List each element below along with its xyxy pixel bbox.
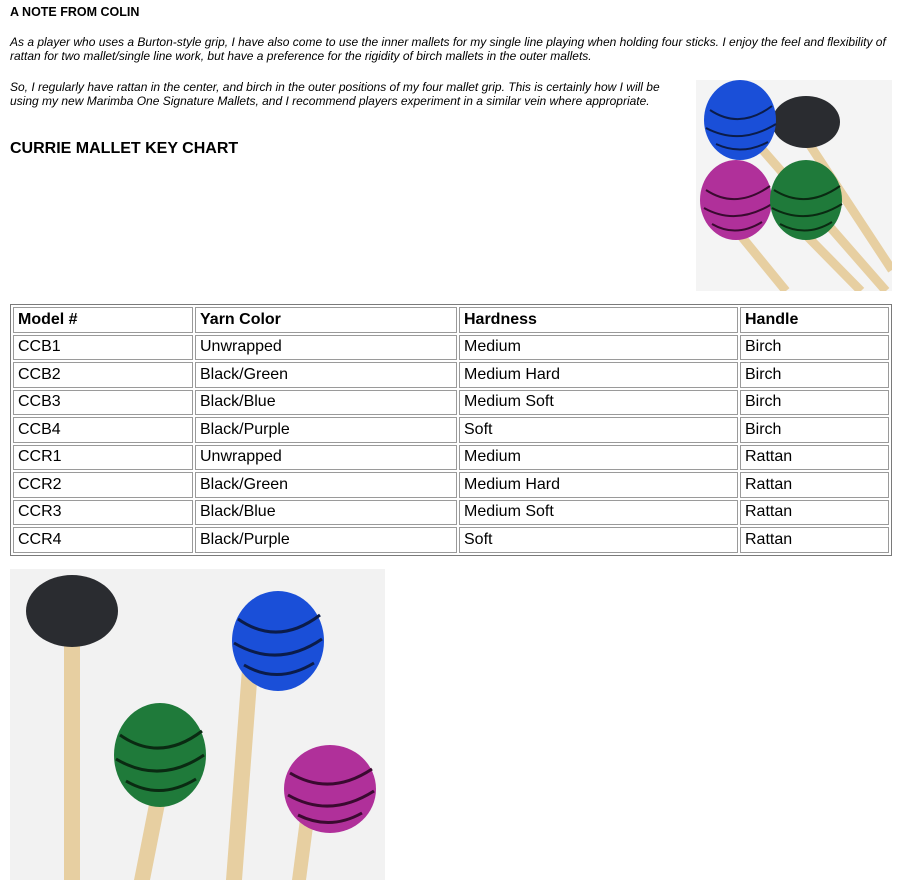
table-row — [13, 390, 889, 416]
table-cell: CCB1 — [13, 335, 193, 361]
table-cell: Black/Purple — [195, 527, 457, 553]
table-cell: Soft — [459, 527, 738, 553]
table-cell: Black/Purple — [195, 417, 457, 443]
table-cell: Rattan — [740, 472, 889, 498]
table-cell: Black/Blue — [195, 500, 457, 526]
note-paragraph-1: As a player who uses a Burton-style grip, I have also come to use the inner mallets for my single line playing when holding four sticks. I enjoy the feel and flexibility of rattan for two mallet/single line work, but have a preference for the rigidity of birch mallets in the outer mallets. — [10, 35, 886, 63]
table-cell: Medium Soft — [459, 500, 738, 526]
table-cell: Birch — [740, 417, 889, 443]
table-row — [13, 362, 889, 388]
table-cell: Medium Hard — [459, 362, 738, 388]
table-cell: Black/Green — [195, 472, 457, 498]
purple-mallet-head — [284, 745, 376, 833]
table-cell: Soft — [459, 417, 738, 443]
chart-title: CURRIE MALLET KEY CHART — [10, 140, 239, 157]
table-cell: CCB4 — [13, 417, 193, 443]
column-header: Yarn Color — [195, 307, 457, 333]
table-cell: Unwrapped — [195, 445, 457, 471]
table-cell: Medium — [459, 335, 738, 361]
handle-black — [64, 629, 80, 880]
black-mallet-head — [772, 96, 840, 148]
mallet-key-table — [10, 304, 892, 556]
table-row — [13, 472, 889, 498]
table-row — [13, 445, 889, 471]
table-row — [13, 500, 889, 526]
table-cell: Unwrapped — [195, 335, 457, 361]
table-header-row — [13, 307, 889, 333]
table-cell: Rattan — [740, 527, 889, 553]
mallets-photo-bottom — [10, 569, 385, 880]
table-row — [13, 417, 889, 443]
table-cell: Medium — [459, 445, 738, 471]
column-header: Model # — [13, 307, 193, 333]
note-heading: A NOTE FROM COLIN — [10, 5, 140, 19]
column-header: Hardness — [459, 307, 738, 333]
table-cell: CCB3 — [13, 390, 193, 416]
table-cell: Birch — [740, 362, 889, 388]
table-row — [13, 335, 889, 361]
table-cell: Black/Green — [195, 362, 457, 388]
table-cell: CCR1 — [13, 445, 193, 471]
table-cell: CCR4 — [13, 527, 193, 553]
note-paragraph-2: So, I regularly have rattan in the center, and birch in the outer positions of my four mallet grip. This is certainly how I will be using my new Marimba One Signature Mallets, and I recommend players experiment in a similar vein where appropriate. — [10, 80, 660, 108]
table-cell: CCR3 — [13, 500, 193, 526]
table-cell: Birch — [740, 335, 889, 361]
table-cell: Black/Blue — [195, 390, 457, 416]
table-cell: Rattan — [740, 500, 889, 526]
handle-blue — [226, 669, 258, 880]
table-cell: Rattan — [740, 445, 889, 471]
mallets-photo-top — [696, 80, 892, 291]
table-cell: Medium Hard — [459, 472, 738, 498]
table-cell: Medium Soft — [459, 390, 738, 416]
table-cell: Birch — [740, 390, 889, 416]
black-mallet-head — [26, 575, 118, 647]
table-cell: CCR2 — [13, 472, 193, 498]
table-row — [13, 527, 889, 553]
column-header: Handle — [740, 307, 889, 333]
table-cell: CCB2 — [13, 362, 193, 388]
